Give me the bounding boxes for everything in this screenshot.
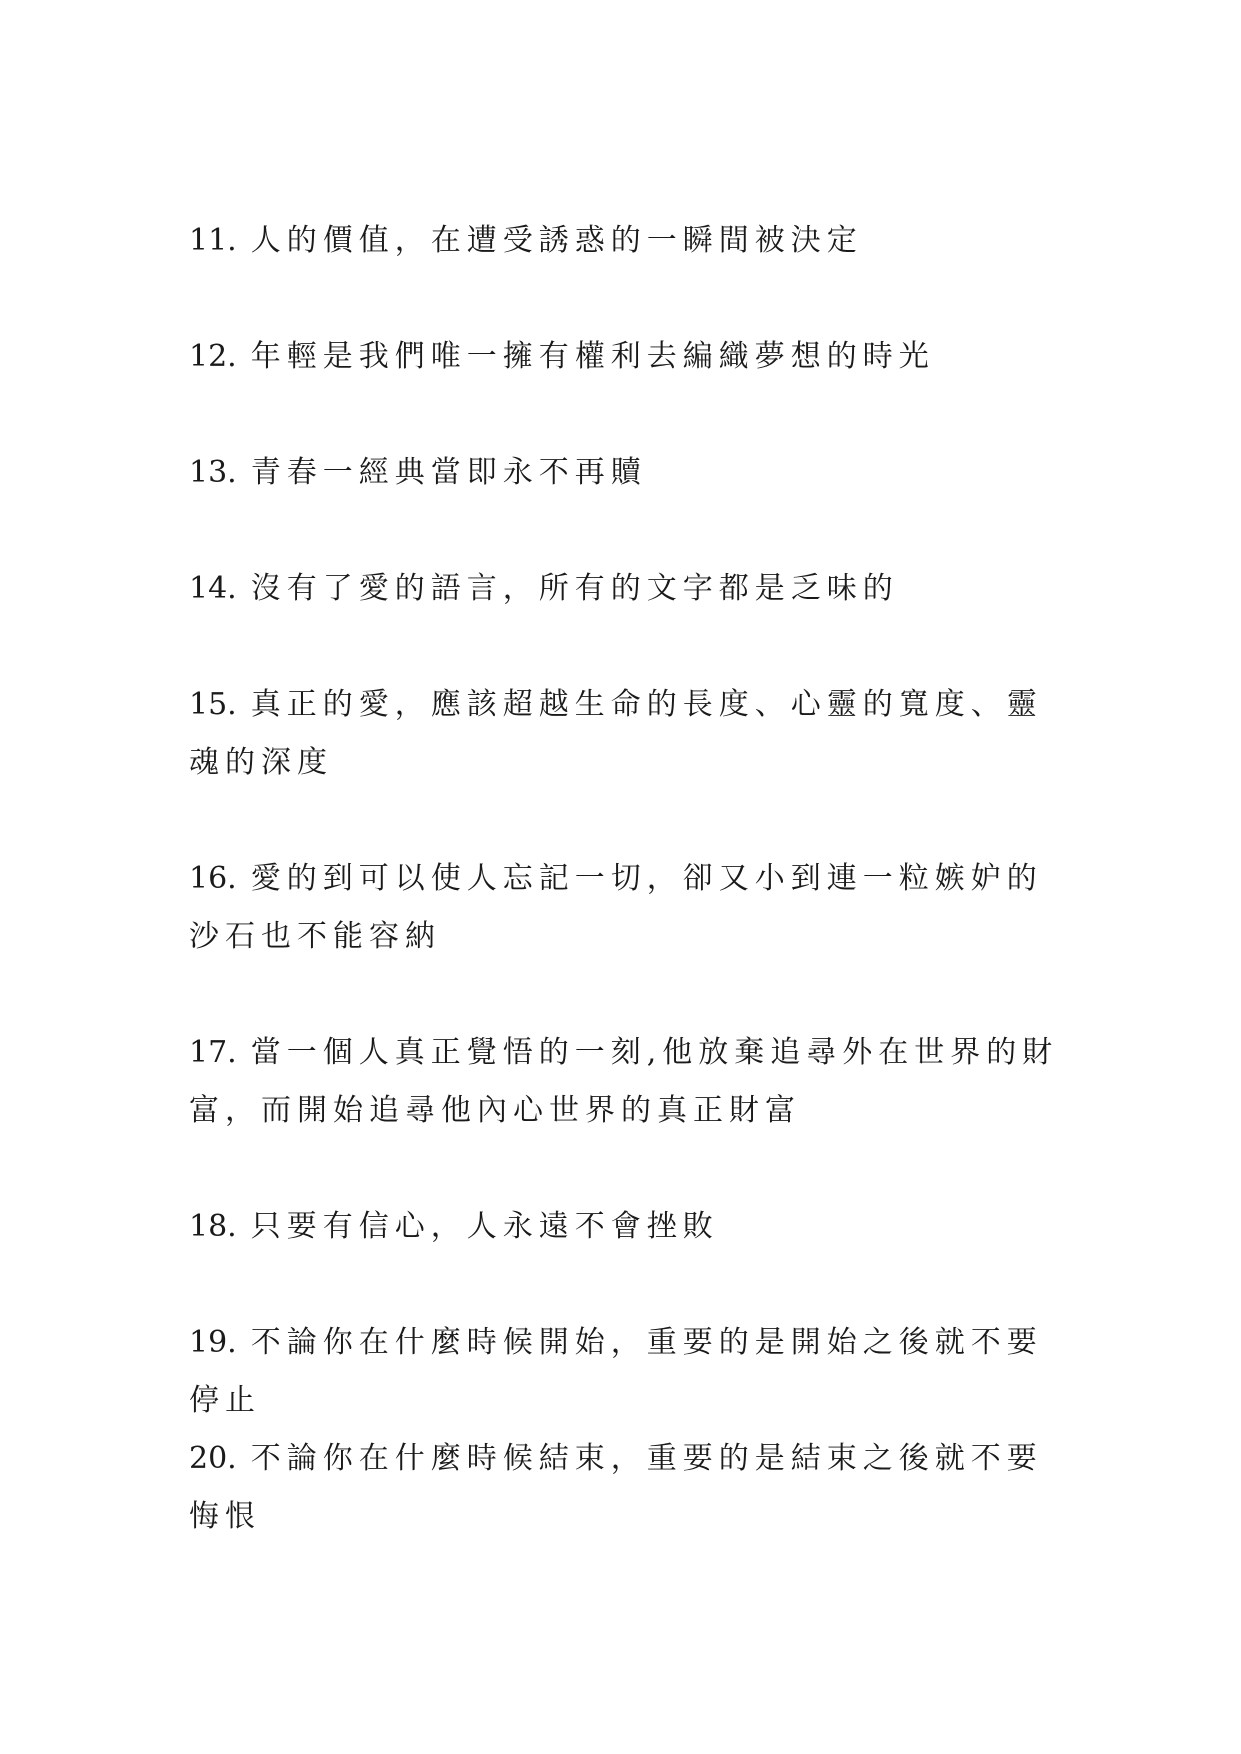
quote-text: 不論你在什麼時候開始，重要的是開始之後就不要停止	[189, 1325, 1043, 1418]
quote-item	[189, 850, 1059, 966]
quote-number: 13.	[189, 455, 237, 490]
quote-item	[189, 676, 1059, 792]
quote-text: 不論你在什麼時候結束，重要的是結束之後就不要悔恨	[189, 1441, 1043, 1534]
quote-item	[189, 1198, 1059, 1256]
quote-text: 沒有了愛的語言，所有的文字都是乏味的	[250, 571, 899, 606]
quote-text: 真正的愛，應該超越生命的長度、心靈的寬度、靈魂的深度	[189, 687, 1043, 780]
quote-item	[189, 1430, 1059, 1546]
quote-item	[189, 1024, 1059, 1140]
quote-number: 18.	[189, 1209, 237, 1244]
quote-number: 20.	[189, 1441, 237, 1476]
quote-item	[189, 212, 1059, 270]
quote-number: 11.	[189, 223, 237, 258]
quote-text: 愛的到可以使人忘記一切，卻又小到連一粒嫉妒的沙石也不能容納	[189, 861, 1043, 954]
quote-number: 12.	[189, 339, 237, 374]
quote-text: 人的價值，在遭受誘惑的一瞬間被決定	[250, 223, 863, 258]
quote-item	[189, 1314, 1059, 1430]
quote-text: 當一個人真正覺悟的一刻,他放棄追尋外在世界的財富，而開始追尋他內心世界的真正財富	[189, 1035, 1059, 1128]
quote-number: 17.	[189, 1035, 237, 1070]
quote-item	[189, 328, 1059, 386]
quote-item	[189, 444, 1059, 502]
quote-item	[189, 560, 1059, 618]
quote-text: 年輕是我們唯一擁有權利去編織夢想的時光	[250, 339, 935, 374]
quote-number: 19.	[189, 1325, 237, 1360]
quote-number: 15.	[189, 687, 237, 722]
quote-text: 只要有信心，人永遠不會挫敗	[250, 1209, 719, 1244]
quote-text: 青春一經典當即永不再贖	[250, 455, 647, 490]
quote-number: 16.	[189, 861, 237, 896]
quote-number: 14.	[189, 571, 237, 606]
